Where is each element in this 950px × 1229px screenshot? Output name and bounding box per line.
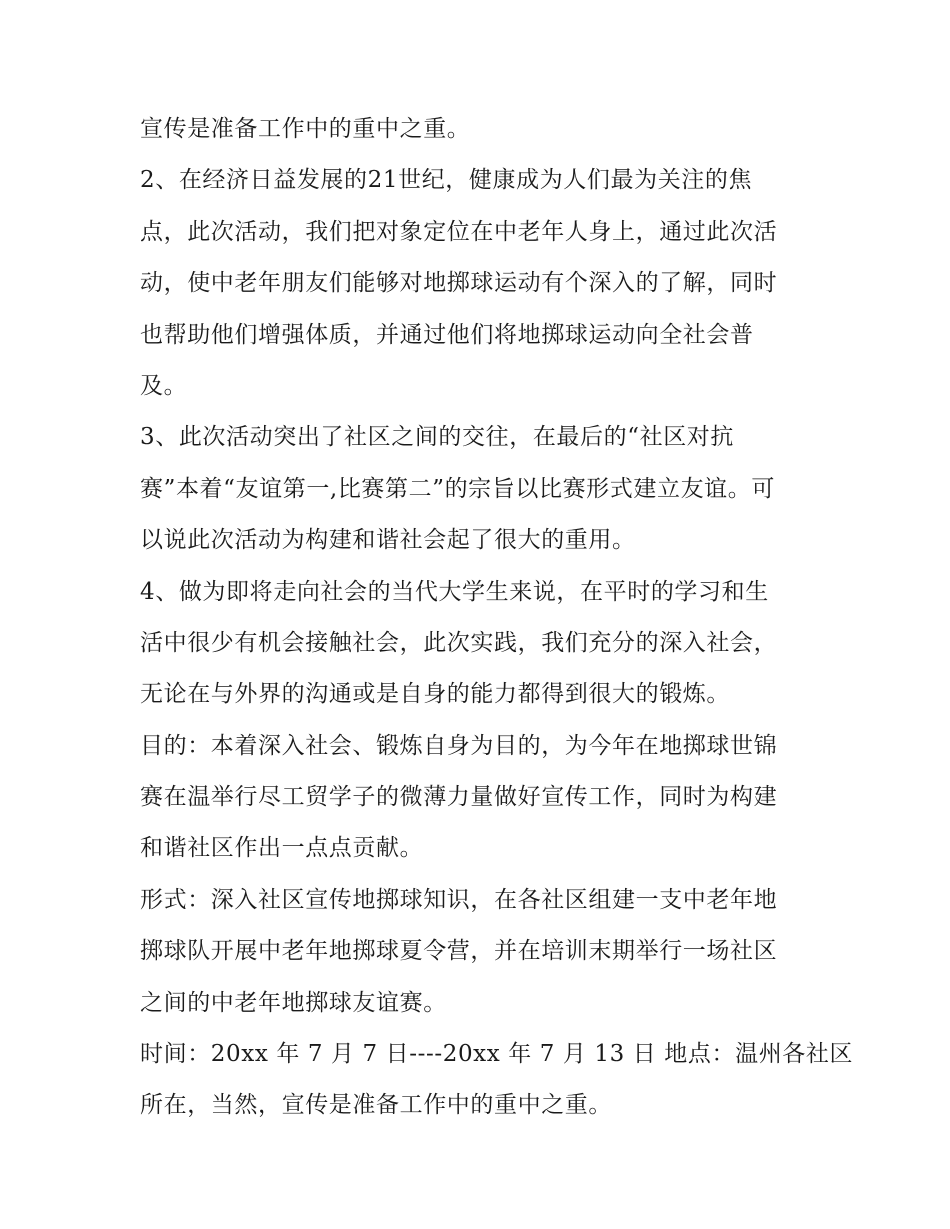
text-line-12: 无论在与外界的沟通或是自身的能力都得到很大的锻炼。 [140, 681, 730, 708]
text-line-19: 时间：20xx 年 7 月 7 日----20xx 年 7 月 13 日 地点：温州各社区 [140, 1041, 854, 1068]
text-line-13: 目的：本着深入社会、锻炼自身为目的，为今年在地掷球世锦 [140, 732, 778, 759]
text-line-1: 宣传是准备工作中的重中之重。 [140, 116, 471, 142]
text-line-4: 动，使中老年朋友们能够对地掷球运动有个深入的了解，同时 [140, 270, 778, 297]
text-line-16: 形式：深入社区宣传地掷球知识，在各社区组建一支中老年地 [140, 886, 778, 913]
text-line-18: 之间的中老年地掷球友谊赛。 [140, 989, 447, 1016]
text-line-11: 活中很少有机会接触社会，此次实践，我们充分的深入社会， [140, 629, 778, 656]
document-body [140, 104, 854, 1132]
text-line-5: 也帮助他们增强体质，并通过他们将地掷球运动向全社会普 [140, 321, 754, 348]
text-line-2: 2、在经济日益发展的21世纪，健康成为人们最为关注的焦 [140, 167, 753, 194]
text-line-20: 所在，当然，宣传是准备工作中的重中之重。 [140, 1092, 612, 1119]
text-line-9: 以说此次活动为构建和谐社会起了很大的重用。 [140, 527, 636, 554]
text-line-3: 点，此次活动，我们把对象定位在中老年人身上，通过此次活 [140, 218, 778, 245]
text-line-17: 掷球队开展中老年地掷球夏令营，并在培训末期举行一场社区 [140, 938, 778, 965]
text-line-6: 及。 [140, 372, 188, 399]
text-line-10: 4、做为即将走向社会的当代大学生来说，在平时的学习和生 [140, 578, 769, 605]
text-line-14: 赛在温举行尽工贸学子的微薄力量做好宣传工作，同时为构建 [140, 784, 778, 811]
text-line-8: 赛”本着“友谊第一,比赛第二”的宗旨以比赛形式建立友谊。可 [140, 475, 775, 502]
text-line-7: 3、此次活动突出了社区之间的交往，在最后的“社区对抗 [140, 424, 734, 451]
text-line-15: 和谐社区作出一点点贡献。 [140, 835, 424, 862]
